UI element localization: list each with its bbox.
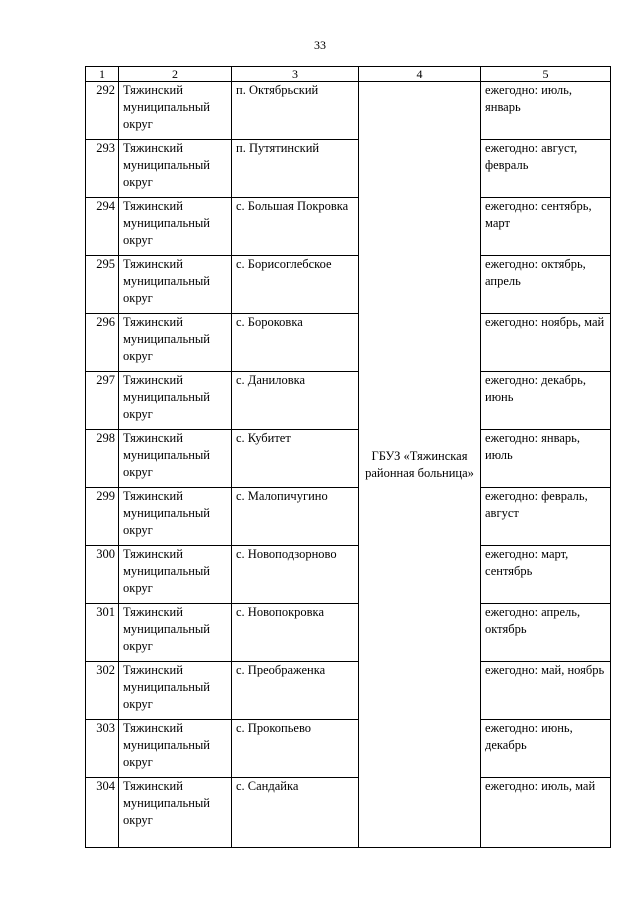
table-row bbox=[86, 720, 611, 778]
settlement-cell: с. Борисоглебское bbox=[232, 256, 359, 314]
schedule-table bbox=[85, 66, 611, 848]
district-cell: Тяжинский муниципальный округ bbox=[119, 604, 232, 662]
district-cell: Тяжинский муниципальный округ bbox=[119, 314, 232, 372]
table-row bbox=[86, 82, 611, 140]
table-row bbox=[86, 604, 611, 662]
row-number: 298 bbox=[86, 430, 119, 488]
schedule-cell: ежегодно: апрель, октябрь bbox=[481, 604, 611, 662]
schedule-cell: ежегодно: июнь, декабрь bbox=[481, 720, 611, 778]
table-row bbox=[86, 198, 611, 256]
schedule-cell: ежегодно: сентябрь, март bbox=[481, 198, 611, 256]
district-cell: Тяжинский муниципальный округ bbox=[119, 488, 232, 546]
table-header-row bbox=[86, 67, 611, 82]
settlement-cell: п. Путятинский bbox=[232, 140, 359, 198]
schedule-cell: ежегодно: январь, июль bbox=[481, 430, 611, 488]
row-number: 301 bbox=[86, 604, 119, 662]
table-row bbox=[86, 778, 611, 848]
schedule-cell: ежегодно: декабрь, июнь bbox=[481, 372, 611, 430]
row-number: 300 bbox=[86, 546, 119, 604]
schedule-cell: ежегодно: ноябрь, май bbox=[481, 314, 611, 372]
table-row bbox=[86, 314, 611, 372]
table-row bbox=[86, 662, 611, 720]
row-number: 294 bbox=[86, 198, 119, 256]
row-number: 293 bbox=[86, 140, 119, 198]
settlement-cell: с. Новопокровка bbox=[232, 604, 359, 662]
row-number: 302 bbox=[86, 662, 119, 720]
schedule-cell: ежегодно: март, сентябрь bbox=[481, 546, 611, 604]
schedule-cell: ежегодно: октябрь, апрель bbox=[481, 256, 611, 314]
district-cell: Тяжинский муниципальный округ bbox=[119, 546, 232, 604]
settlement-cell: с. Даниловка bbox=[232, 372, 359, 430]
settlement-cell: с. Прокопьево bbox=[232, 720, 359, 778]
schedule-cell: ежегодно: июль, январь bbox=[481, 82, 611, 140]
schedule-cell: ежегодно: август, февраль bbox=[481, 140, 611, 198]
district-cell: Тяжинский муниципальный округ bbox=[119, 720, 232, 778]
page-number: 33 bbox=[314, 38, 326, 52]
settlement-cell: с. Преображенка bbox=[232, 662, 359, 720]
district-cell: Тяжинский муниципальный округ bbox=[119, 82, 232, 140]
row-number: 304 bbox=[86, 778, 119, 848]
row-number: 296 bbox=[86, 314, 119, 372]
district-cell: Тяжинский муниципальный округ bbox=[119, 198, 232, 256]
settlement-cell: п. Октябрьский bbox=[232, 82, 359, 140]
table-row bbox=[86, 140, 611, 198]
table-row bbox=[86, 372, 611, 430]
column-header-5: 5 bbox=[481, 67, 611, 82]
table-row bbox=[86, 430, 611, 488]
district-cell: Тяжинский муниципальный округ bbox=[119, 140, 232, 198]
row-number: 299 bbox=[86, 488, 119, 546]
settlement-cell: с. Кубитет bbox=[232, 430, 359, 488]
district-cell: Тяжинский муниципальный округ bbox=[119, 778, 232, 848]
column-header-4: 4 bbox=[359, 67, 481, 82]
column-header-3: 3 bbox=[232, 67, 359, 82]
row-number: 303 bbox=[86, 720, 119, 778]
settlement-cell: с. Сандайка bbox=[232, 778, 359, 848]
settlement-cell: с. Малопичугино bbox=[232, 488, 359, 546]
column-header-1: 1 bbox=[86, 67, 119, 82]
column-header-2: 2 bbox=[119, 67, 232, 82]
district-cell: Тяжинский муниципальный округ bbox=[119, 372, 232, 430]
district-cell: Тяжинский муниципальный округ bbox=[119, 662, 232, 720]
district-cell: Тяжинский муниципальный округ bbox=[119, 430, 232, 488]
district-cell: Тяжинский муниципальный округ bbox=[119, 256, 232, 314]
settlement-cell: с. Бороковка bbox=[232, 314, 359, 372]
table-row bbox=[86, 488, 611, 546]
row-number: 295 bbox=[86, 256, 119, 314]
table-body bbox=[86, 67, 611, 848]
settlement-cell: с. Новоподзорново bbox=[232, 546, 359, 604]
settlement-cell: с. Большая Покровка bbox=[232, 198, 359, 256]
schedule-cell: ежегодно: июль, май bbox=[481, 778, 611, 848]
schedule-cell: ежегодно: февраль, август bbox=[481, 488, 611, 546]
organization-cell: ГБУЗ «Тяжинская районная больница» bbox=[359, 82, 481, 848]
table-row bbox=[86, 256, 611, 314]
row-number: 297 bbox=[86, 372, 119, 430]
row-number: 292 bbox=[86, 82, 119, 140]
table-row bbox=[86, 546, 611, 604]
schedule-cell: ежегодно: май, ноябрь bbox=[481, 662, 611, 720]
